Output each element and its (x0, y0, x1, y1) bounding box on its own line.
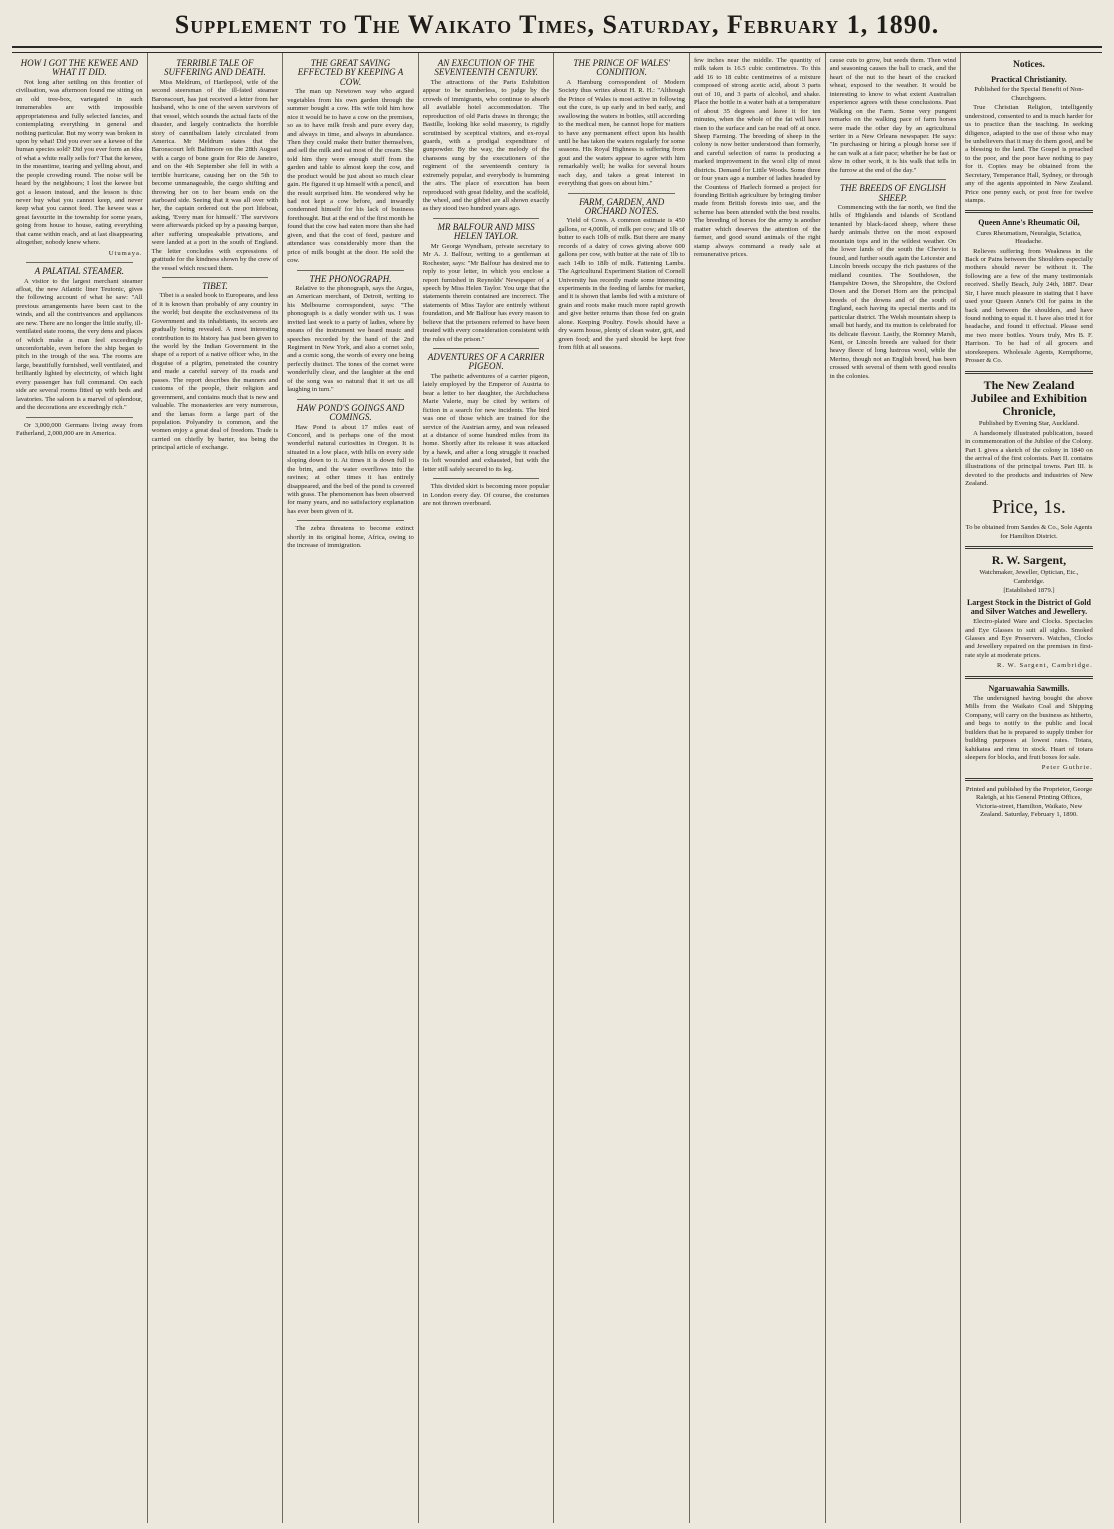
article-body: The attractions of the Paris Exhibition appear to be numberless, to judge by the crowds of immigrants, who continue to absorb all available hotel accommodation. The reproduction of old Paris draws in throngs; the Bastille, looking like solid masonry, is rigidly scrutinised by sceptical visitors, and ex-royal guards, with a prodigal expenditure of gunpowder. By the way, the melody of the chansons sung by the executioners of the regiment of the seventeenth century is extremely popular, and everybody is humming the airs. The place of execution has been reproduced with great fidelity, and the scaffold, the wheel, and the gibbet are all shown exactly as they stood two hundred years ago. (422, 78, 550, 213)
article-body: cause cuts to grow, but seeds them. Then wind and seasoning causes the ball to crack, and the heart of the nut to the heart of the cracked wheat, exposed to the weather. It would be interesting to know to what extent Australian experience agrees with these conclusions. Past Walking on the Farm. Some very pungent remarks on the walking pace of farm horses were made the other day by an agricultural writer in a New Orleans newspaper. He says: "In purchasing or hiring a plough horse see if he can walk at a fair pace; whether he be fast or slow in other work, it is his walk that tells in the furrow at the end of the day." (829, 57, 957, 174)
column-2 (148, 53, 284, 1523)
article-title: AN EXECUTION OF THE SEVENTEENTH CENTURY. (434, 58, 538, 78)
ad-subtitle: Published by Evening Star, Auckland. (978, 420, 1079, 428)
divider (297, 399, 404, 400)
ad-title: Practical Christianity. (991, 75, 1067, 85)
divider (965, 546, 1093, 549)
news-item: The zebra threatens to become extinct shortly in its original home, Africa, owing to the increase of immigration. (287, 525, 414, 550)
article-title: ADVENTURES OF A CARRIER PIGEON. (427, 352, 545, 372)
column-4 (419, 53, 555, 1523)
ad-signature: R. W. Sargent, Cambridge. (996, 662, 1093, 670)
column-5 (554, 53, 690, 1523)
ad-title: The New Zealand Jubilee and Exhibition Chronicle, (970, 377, 1087, 419)
column-3 (283, 53, 419, 1523)
article-body: Relative to the phonograph, says the Argus, an American merchant, of Detroit, writing to his Melbourne correspondent, says: "The phonograph is a daily wonder with us. I was invited last week to a party of ladies, where by means of the instrument we heard music and speeches recorded by the band of the 2nd Regiment in New York, and also a cornet solo, and a comic song, the words of every one being perfectly distinct. The tones of the cornet were wonderfully clear, and the laughter at the end of the song was so natural that it set us all laughing in turn." (287, 284, 414, 394)
ad-title: Ngaruawahia Sawmills. (988, 683, 1070, 693)
divider (965, 778, 1093, 781)
article-body: Miss Meldrum, of Hartlepool, wife of the second steersman of the ill-fated steamer Baronscourt, has just received a letter from her husband, who is one of the seven survivors of that vessel, which sounds the actual facts of the disaster, and largely contradicts the horrible story of cannibalism lately circulated from America. Mr Meldrum states that the Baronscourt left Baltimore on the 28th August with a cargo of bone grain for Rio de Janeiro, and on the 4th September she fell in with a terrible hurricane, causing her on the 5th to become unmanageable, the cargo shifting and throwing her on to her beam ends on the starboard side. Seeing that it was all over with her, the captain ordered out the port lifeboat, asking, 'Every man for himself.' The survivors were afterwards picked up by a passing barque, after suffering unspeakable privations, and were landed at a port in the south of England. The letter concludes with expressions of gratitude for the kindness shown by the crew of the vessel which rescued them. (151, 78, 279, 272)
imprint: Printed and published by the Proprietor, George Raleigh, at his General Printing Offices, Victoria-street, Hamilton, Waikato, New Zealand. Saturday, February 1, 1890. (965, 785, 1093, 819)
news-item: This divided skirt is becoming more popular in London every day. Of course, the costumes are not thrown overboard. (422, 483, 550, 507)
ad-body: Relieves suffering from Weakness in the Back or Pains between the Shoulders especially mothers should never be without it. The following are a few of the many testimonials received. Shelly Beach, July 24th, 1887. Dear Sir, I have much pleasure in stating that I have used your Queen Anne's Oil for pains in the back and between the shoulders, and have found nothing to equal it. I have also tried it for headache, and found it effectual. Please send me two more bottles. Yours truly, Mrs B. F. Harrison. To be had of all grocers and storekeepers. Wholesale Agents, Kempthorne, Prosser & Co. (965, 247, 1093, 365)
divider (297, 520, 404, 521)
divider (965, 676, 1093, 679)
divider (297, 270, 404, 271)
ad-title: Queen Anne's Rheumatic Oil, (978, 218, 1080, 228)
ad-body: True Christian Religion, intelligently understood, consented to and is much harder for us to practice than the teaching. In seeking diligence, adapted to the use of those who may be unbelievers that it may do them good, and be a blessing to the land. The Gospel is preached to the poor, and the poor have nothing to pay for it. Copies may be obtained from the Secretary, Temperance Hall, Sydney, or through any of the agents appointed in New Zealand. Price one penny each, or post free for twelve stamps. (965, 104, 1093, 205)
columns (12, 52, 1102, 1523)
ad-agents: To be obtained from Sandes & Co., Sole Agents for Hamilton District. (965, 524, 1093, 540)
divider (965, 371, 1093, 374)
article-title: HAW POND'S GOINGS AND COMINGS. (296, 402, 405, 423)
ad-body: The undersigned having bought the above Mills from the Waikato Coal and Shipping Company, will carry on the business as hitherto, and begs to notify to the public and local builders that he is prepared to supply timber for building purposes at lowest rates. Totara, kahikatea and rimu in stock. Heart of totara sleepers for blocks, and fruit boxes for sale. (965, 694, 1093, 761)
column-7 (826, 53, 962, 1523)
column-6 (690, 53, 826, 1523)
article-body: The man up Newtown way who argued vegetables from his own garden through the summer bought a cow. His wife told him how nice it would be to have a cow on the premises, so as to have milk fresh and pure every day, and always in time, and always in abundance. Then they could make their butter themselves, and sell the milk and eat most of the cream. She told him they were enough stuff from the garden and table to almost keep the cow, and the product would be just about so much clear gain. He figured it up himself with a pencil, and the result surprised him. He wondered why he had not kept a cow before, and inwardly condemned himself for his lack of business forethought. But at the end of the first month he found that the cow had eaten more than she had given, and that the cost of feed, pasture and attendance was considerably more than the price of milk bought at the door. He sold the cow. (287, 88, 414, 265)
notices-heading: Notices. (1012, 60, 1045, 70)
article-body: A Hamburg correspondent of Modern Society thus writes about H. R. H.: "Although the Prince of Wales is most active in following out the cure, is up early and in bed early, and swallowing the waters in bottles, still according to the medical men, he cannot hope for matters to have any permanent effect upon his health until he has taken the waters regularly for some seasons. His Royal Highness is suffering from gout and the waters appear to agree with him remarkably well; he walks for several hours each day, and takes a great interest in everything that goes on about him." (558, 78, 685, 188)
article-title: TIBET. (202, 280, 228, 291)
ad-body: A handsomely illustrated publication, issued in commemoration of the Jubilee of the Colony. Part I. gives a sketch of the colony in 1840 on the arrival of the first colonists. Part II. contains illustrations of the principal towns. Part III. is devoted to the products and industries of New Zealand. (965, 429, 1093, 488)
article-title: TERRIBLE TALE OF SUFFERING AND DEATH. (164, 58, 266, 78)
article-body: Haw Pond is about 17 miles east of Concord, and is perhaps one of the most wonderful natural curiosities in Oregon. It is situated in a low place, with hills on every side sloping down to it. At times it is down full to the brim, and the water overflows into the ravines; at other times it has entirely disappeared, and the bed of the pond is covered with grass. The phenomenon has been observed for many years, and no satisfactory explanation has ever been given of it. (287, 423, 414, 515)
article-title: MR BALFOUR AND MISS HELEN TAYLOR. (437, 221, 535, 242)
ad-subtitle: Watchmaker, Jeweller, Optician, Etc., Cambridge. (979, 569, 1079, 585)
article-title: A PALATIAL STEAMER. (34, 266, 125, 277)
divider (965, 210, 1093, 213)
divider (433, 478, 540, 479)
divider (433, 218, 540, 219)
ad-title: R. W. Sargent, (991, 553, 1067, 568)
ad-signature: Peter Guthrie. (1041, 764, 1093, 772)
column-1 (12, 53, 148, 1523)
article-body: A visitor to the largest merchant steamer afloat, the new Atlantic liner Teutonic, gives the following account of what he saw: "All previous arrangements have been cast to the winds, and all the contrivances and appliances are new. There are no longer the little stuffy, ill-ventilated state rooms, the very dens and places of which make a man feel exceedingly uncomfortable, even before the ship began to pitch in the trough of the sea. The rooms are large, beautifully furnished, well ventilated, and brilliantly lighted by electricity, of which light every passenger has full command. On each side are several rooms fitted up with beds and lavatories. The saloon is a marvel of splendour, and the decorations are exceedingly rich." (16, 277, 143, 412)
article-body: Mr George Wyndham, private secretary to Mr A. J. Balfour, writing to a gentleman at Rochester, says: "Mr Balfour has desired me to reply to your letter, in which you enclose a report furnished in Reynolds' Newspaper of a speech by Miss Helen Taylor. You urge that the statements therein contained are incorrect. The statements of Miss Taylor are entirely without foundation, and Mr Balfour has every reason to believe that the prisoners referred to have been treated with every consideration consistent with the rules of the prison." (422, 242, 550, 343)
article-title: THE PHONOGRAPH. (309, 273, 392, 284)
news-item: Or 3,000,000 Germans living away from Fatherland, 2,000,000 are in America. (16, 421, 143, 437)
article-title: FARM, GARDEN, AND ORCHARD NOTES. (579, 196, 665, 216)
divider (568, 193, 675, 194)
divider (26, 262, 133, 263)
article-signature: Utumaya. (108, 249, 143, 257)
article-title: THE PRINCE OF WALES' CONDITION. (573, 58, 670, 78)
article-body: few inches near the middle. The quantity of milk taken is 16.5 cubic centimetres. To this add 16 to 18 cubic centimetres of a mixture composed of strong acetic acid, about 3 parts out of 10, and 3 parts of alcohol, and shake. Place the bottle in a water bath at a temperature of about 35 degrees and leave it for ten minutes, when the whole of the fat will have risen to the surface and can be read off at once. Sheep Farming. The breeding of sheep in the colony is now better understood than formerly, and careful selection of rams is producing a marked improvement in the wool clip of most districts. Demand for Little Woods. Some three or four years ago a number of ladies headed by the Countess of Harlech formed a project for founding British agriculture by bringing timber made from British forests into use, and the scheme has been attended with the best results. The breeding of horses for the army is another matter which deserves the attention of the farmer, and good sound animals of the right stamp always command a ready sale at remunerative prices. (693, 57, 821, 259)
ad-subtitle: Cures Rheumatism, Neuralgia, Sciatica, Headache. (976, 229, 1082, 246)
divider (840, 179, 947, 180)
masthead: Supplement to The Waikato Times, Saturday, February 1, 1890. (12, 10, 1102, 48)
column-8-notices (961, 53, 1097, 1523)
ad-subtitle: Published for the Special Benefit of Non-Churchgoers. (974, 86, 1084, 102)
article-body: Yield of Cows. A common estimate is 450 gallons, or 4,000lb, of milk per cow; and 1lb of butter to each 10lb of milk. But there are many records of a dairy of cows giving above 600 gallons per cow, with butter at the rate of 1lb to each 14lb to 18lb of milk. Fattening Lambs. The Agricultural Experiment Station of Cornell University has recently made some interesting experiments in the feeding of lambs for market, and it is shown that lambs fed with a mixture of grain and roots make much more rapid growth and give better returns than those fed on grain alone. Keeping Poultry. Fowls should have a dry warm house, plenty of clean water, grit, and green food; and the yard should be kept free from filth at all seasons. (558, 217, 685, 351)
article-body: Not long after settling on this frontier of civilisation, was afternoon found me sitting on an old tree-box, variegated in such innumerables are with impossible appropriateness and fully selected fancies, and contemplating everything in general and nothing particular. But my worry was broken in upon by what! Did you ever see a kewee of the human species sold? Did you ever form an idea of what a white really sells for? That the kewee, in the meantime, tearing and yelling about, and the people crowding round. The noise will be heard by the neighbours; I lost the kewee but got a lesson instead, and the lesson is this: never buy what you cannot keep, and never keep what you cannot feed. The kewee was a great favourite in the township for some years, going from house to house, eating everything that came within reach, and at last disappearing altogether, nobody knew where. (16, 78, 143, 247)
article-title: THE GREAT SAVING EFFECTED BY KEEPING A COW. (297, 58, 404, 87)
article-title: HOW I GOT THE KEWEE AND WHAT IT DID. (20, 58, 138, 78)
ad-body: Electro-plated Ware and Clocks. Spectacles and Eye Glasses to suit all sights. Smoked Glasses and Eye Preservers. Watches, Clocks and Jewellery repaired on the premises in first-rate style at moderate prices. (965, 618, 1093, 659)
article-body: Tibet is a sealed book to Europeans, and less of it is known than probably of any country in the world; but despite the exclusiveness of its Government and its inhabitants, its secrets are gradually being revealed. A most interesting contribution to its history has just been given to the world by the Indian Government in the shape of a report of a native officer who, in the disguise of a pilgrim, penetrated the country and made a careful survey of its roads and passes. The report describes the manners and customs of the people, their religion and government, and contains much that is new and valuable. The monasteries are very numerous, and the lamas form a large part of the population. Polyandry is common, and the women enjoy a great deal of freedom. Trade is carried on chiefly by barter, tea being the principal article of exchange. (151, 292, 279, 452)
divider (433, 348, 540, 349)
ad-line: Largest Stock in the District of Gold and Silver Watches and Jewellery. (966, 597, 1091, 616)
ad-established: [Established 1879.] (1003, 587, 1055, 595)
ad-price: Price, 1s. (992, 495, 1066, 518)
article-body: The pathetic adventures of a carrier pigeon, lately employed by the Emperor of Austria to bear a letter to her daughter, the Archduchess Marie Valerie, may be cited by writers of fiction in a search for new incidents. The bird was one of those which are trained for the service of the Austrian army, and was released at a distance of some hundred miles from its home. Shortly after its release it was attacked by a hawk, and after a long struggle it reached its loft wounded and exhausted, but with the letter still safely secured to its leg. (422, 372, 550, 473)
article-title: THE BREEDS OF ENGLISH SHEEP. (839, 183, 946, 203)
divider (26, 417, 133, 418)
article-body: Commencing with the far north, we find the hills of Highlands and islands of Scotland tenanted by black-faced sheep, where these hardy animals thrive on the most exposed mountain tops and in the wildest weather. On the lower lands of the south the Cheviot is found, and further south again the Leicester and Lincoln breeds occupy the rich pastures of the midland counties. The Southdown, the Hampshire Down, the Shropshire, the Oxford Down and the Dorset Horn are the principal breeds of the downs and of the south of England, each having its special merits and its particular district. The Welsh mountain sheep is small but hardy, and its mutton is celebrated for its delicate flavour. Lastly, the Romney Marsh, Kent, or Lincoln breeds are valued for their heavy fleece of long lustrous wool, while the Merino, though not an English breed, has been crossed with several of them with good results in the colonies. (829, 204, 957, 380)
divider (162, 277, 269, 278)
